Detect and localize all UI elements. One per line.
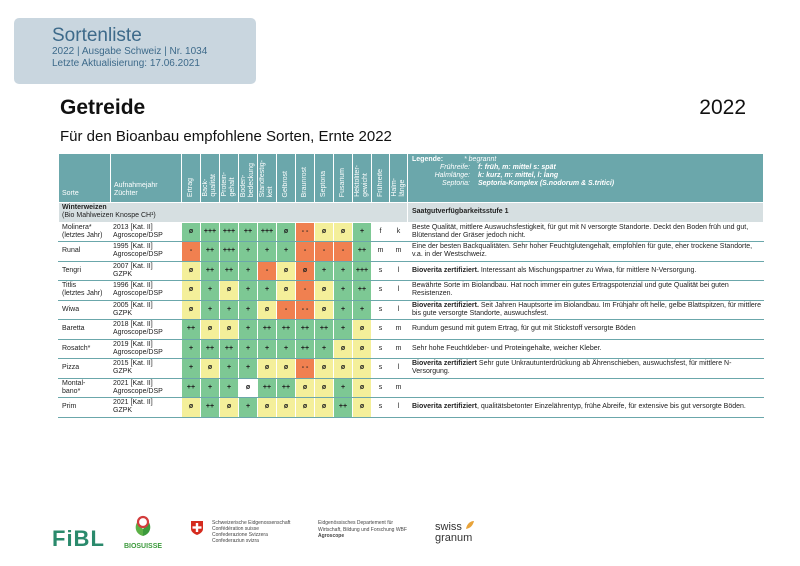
col-header-trait — [277, 154, 296, 203]
wheat-leaf-icon — [465, 520, 475, 530]
variety-name: Titlis (letztes Jahr) — [59, 281, 111, 301]
rating-cell: ø — [353, 359, 372, 379]
halmlaenge-value: m — [390, 339, 408, 359]
variety-description: Bioverita zertifiziert Sehr gute Unkrautunterdrückung ab Ährenschieben, auswuchsfest, für mittlere N-Versorgung. — [408, 359, 764, 379]
rating-cell: + — [239, 300, 258, 320]
rating-cell: +++ — [353, 261, 372, 281]
legend-halmlaenge-key: Halmlänge: — [434, 172, 470, 179]
legend-septoria-key: Septoria: — [441, 180, 470, 187]
variety-description: Sehr hohe Feuchtkleber- und Proteingehalte, weicher Kleber. — [408, 339, 764, 359]
rating-cell: + — [239, 320, 258, 340]
rating-cell: ø — [334, 222, 353, 242]
rating-cell: + — [334, 300, 353, 320]
rating-cell: ø — [220, 320, 239, 340]
rating-cell: ++ — [353, 281, 372, 301]
table-row — [59, 320, 764, 340]
variety-registration: 2019 [Kat. II] Agroscope/DSP — [111, 339, 182, 359]
variety-name: Baretta — [59, 320, 111, 340]
rating-cell: + — [201, 378, 220, 398]
rating-cell: ++ — [258, 320, 277, 340]
confederation-line: Confédération suisse — [212, 526, 259, 532]
rating-cell: ø — [201, 320, 220, 340]
rating-cell: ø — [315, 281, 334, 301]
rating-cell: ++ — [201, 398, 220, 418]
col-header-trait — [201, 154, 220, 203]
variety-registration: 1996 [Kat. II] Agroscope/DSP — [111, 281, 182, 301]
rating-cell: ++ — [201, 339, 220, 359]
rating-cell: ø — [353, 378, 372, 398]
variety-name: Molinera* (letztes Jahr) — [59, 222, 111, 242]
footer-logos — [0, 512, 800, 562]
wbf-line: Wirtschaft, Bildung und Forschung WBF — [318, 526, 407, 533]
legend-septoria-value: Septoria-Komplex (S.nodorum & S.tritici) — [478, 180, 615, 187]
legend-fruehreife-value: f: früh, m: mittel s: spät — [478, 164, 556, 171]
rating-cell: + — [334, 261, 353, 281]
confederation-line: Confederazione Svizzera — [212, 532, 268, 538]
rating-cell: +++ — [258, 222, 277, 242]
rating-cell: ø — [220, 398, 239, 418]
halmlaenge-value: m — [390, 320, 408, 340]
variety-description: Rundum gesund mit gutem Ertrag, für gut mit Stickstoff versorgte Böden — [408, 320, 764, 340]
fruehreife-value: s — [372, 339, 390, 359]
rating-cell: ++ — [334, 398, 353, 418]
col-header-fusarium: Fusarium — [339, 167, 346, 197]
rating-cell: ø — [258, 398, 277, 418]
rating-cell: ø — [296, 378, 315, 398]
rating-cell: - - — [296, 359, 315, 379]
rating-cell: + — [277, 242, 296, 262]
rating-cell: ø — [334, 359, 353, 379]
rating-cell: + — [315, 261, 334, 281]
rating-cell: ++ — [353, 242, 372, 262]
col-header-gelbrost: Gelbrost — [282, 170, 289, 197]
rating-cell: ++ — [258, 378, 277, 398]
rating-cell: ø — [220, 281, 239, 301]
rating-cell: + — [277, 339, 296, 359]
col-header-trait — [334, 154, 353, 203]
table-row — [59, 339, 764, 359]
section-row — [59, 203, 764, 223]
rating-cell: ø — [315, 378, 334, 398]
rating-cell: ø — [277, 398, 296, 418]
fruehreife-value: m — [372, 242, 390, 262]
col-header-trait — [296, 154, 315, 203]
col-header-trait — [353, 154, 372, 203]
fruehreife-value: s — [372, 398, 390, 418]
rating-cell: ø — [315, 222, 334, 242]
section-label — [59, 203, 408, 223]
variety-description: Bioverita zertifiziert. Interessant als Mischungspartner zu Wiwa, für mittlere N-Versorgung. — [408, 261, 764, 281]
confederation-line: Schweizerische Eidgenossenschaft — [212, 520, 291, 526]
col-header-braunrost: Braunrost — [301, 166, 308, 197]
rating-cell: ø — [182, 222, 201, 242]
rating-cell: + — [353, 300, 372, 320]
swissgranum-bottom: granum — [435, 532, 473, 544]
rating-cell: ø — [277, 222, 296, 242]
variety-description: Bioverita zertifiziert, qualitätsbetonter Einzelährentyp, frühe Abreife, für extensive bis gut versorgte Böden. — [408, 398, 764, 418]
header-title: Sortenliste — [52, 25, 142, 46]
rating-cell: + — [334, 281, 353, 301]
biosuisse-logo — [123, 514, 163, 550]
rating-cell: ø — [201, 359, 220, 379]
rating-cell: ++ — [220, 339, 239, 359]
variety-registration: 2021 [Kat. II] Agroscope/DSP — [111, 378, 182, 398]
page-subtitle: Für den Bioanbau empfohlene Sorten, Ernte 2022 — [60, 128, 392, 145]
halmlaenge-value: l — [390, 359, 408, 379]
swiss-confederation-logo — [190, 520, 290, 544]
col-header-halmlaenge: Halm- länge — [390, 178, 406, 197]
col-header-trait — [239, 154, 258, 203]
legend-fruehreife-key: Frühreife: — [440, 164, 470, 171]
rating-cell: - — [315, 242, 334, 262]
halmlaenge-value: l — [390, 281, 408, 301]
table-row — [59, 261, 764, 281]
rating-cell: + — [239, 359, 258, 379]
variety-registration: 2007 [Kat. II] GZPK — [111, 261, 182, 281]
table-row — [59, 222, 764, 242]
col-header-aufnahmejahr: Aufnahmejahr Züchter — [111, 154, 182, 203]
page-year: 2022 — [699, 96, 746, 119]
page-title: Getreide — [60, 96, 146, 119]
table-row — [59, 398, 764, 418]
legend-halmlaenge-value: k: kurz, m: mittel, l: lang — [478, 172, 559, 179]
rating-cell: ++ — [296, 339, 315, 359]
rating-cell: ++ — [201, 242, 220, 262]
rating-cell: + — [239, 398, 258, 418]
variety-name: Tengri — [59, 261, 111, 281]
rating-cell: ø — [315, 398, 334, 418]
rating-cell: ø — [315, 300, 334, 320]
rating-cell: - — [182, 242, 201, 262]
rating-cell: ø — [239, 378, 258, 398]
rating-cell: ++ — [182, 378, 201, 398]
fruehreife-value: s — [372, 261, 390, 281]
halmlaenge-value: k — [390, 222, 408, 242]
rating-cell: + — [220, 378, 239, 398]
rating-cell: ++ — [182, 320, 201, 340]
rating-cell: + — [258, 242, 277, 262]
rating-cell: ø — [277, 359, 296, 379]
col-header-septoria: Septoria — [320, 170, 327, 197]
rating-cell: - — [334, 242, 353, 262]
confederation-text — [212, 520, 290, 544]
fibl-logo: FiBL — [52, 526, 105, 551]
table-row — [59, 359, 764, 379]
section-availability: Saatgutverfügbarkeitsstufe 1 — [408, 203, 764, 223]
rating-cell: ø — [182, 281, 201, 301]
rating-cell: ø — [353, 339, 372, 359]
rating-cell: + — [220, 359, 239, 379]
col-header-hektolitergewicht: Hektoliter- gewicht — [354, 165, 369, 197]
rating-cell: ø — [258, 359, 277, 379]
col-header-trait — [258, 154, 277, 203]
fruehreife-value: f — [372, 222, 390, 242]
rating-cell: ++ — [315, 320, 334, 340]
header-box — [14, 18, 256, 84]
halmlaenge-value: m — [390, 242, 408, 262]
rating-cell: + — [220, 300, 239, 320]
biosuisse-text: BIOSUISSE — [123, 543, 163, 550]
rating-cell: ø — [296, 261, 315, 281]
rating-cell: + — [201, 300, 220, 320]
rating-cell: + — [182, 339, 201, 359]
rating-cell: ø — [353, 398, 372, 418]
variety-description — [408, 378, 764, 398]
legend — [408, 154, 764, 203]
variety-description: Bewährte Sorte im Biolandbau. Hat noch immer ein gutes Ertragspotenzial und gute Qualität bei guten Resistenzen. — [408, 281, 764, 301]
variety-registration: 2013 [Kat. II] Agroscope/DSP — [111, 222, 182, 242]
rating-cell: ø — [182, 300, 201, 320]
rating-cell: ++ — [220, 261, 239, 281]
swissgranum-top: swiss — [435, 521, 462, 533]
rating-cell: ++ — [277, 320, 296, 340]
col-header-trait — [372, 154, 390, 203]
halmlaenge-value: l — [390, 300, 408, 320]
section-name: Winterweizen — [62, 204, 107, 212]
rating-cell: ++ — [296, 320, 315, 340]
rating-cell: + — [315, 339, 334, 359]
col-header-ertrag: Ertrag — [187, 177, 194, 197]
rating-cell: - — [277, 300, 296, 320]
fruehreife-value: s — [372, 320, 390, 340]
rating-cell: ø — [258, 300, 277, 320]
variety-name: Wiwa — [59, 300, 111, 320]
rating-cell: ø — [277, 261, 296, 281]
agroscope-line: Agroscope — [318, 533, 345, 539]
col-header-backqualitaet: Back- qualität — [202, 174, 217, 197]
table-row — [59, 281, 764, 301]
col-header-trait — [315, 154, 334, 203]
variety-description: Beste Qualität, mittlere Auswuchsfestigkeit, für gut mit N versorgte Standorte. Deckt den Boden früh und gut, Blütenstand der Gräser jedoch nicht. — [408, 222, 764, 242]
col-header-trait — [390, 154, 408, 203]
rating-cell: + — [239, 261, 258, 281]
table-row — [59, 242, 764, 262]
rating-cell: ø — [182, 398, 201, 418]
table-header-row — [59, 154, 764, 203]
rating-cell: ø — [334, 339, 353, 359]
rating-cell: + — [239, 339, 258, 359]
variety-name: Runal — [59, 242, 111, 262]
halmlaenge-value: m — [390, 378, 408, 398]
rating-cell: + — [239, 281, 258, 301]
table-row — [59, 378, 764, 398]
variety-description: Bioverita zertifiziert. Seit Jahren Hauptsorte im Biolandbau. Im Frühjahr oft helle, gelbe Blattspitzen, für mittlere bis gute versorgte Standorte, auswuchsfest. — [408, 300, 764, 320]
rating-cell: ø — [277, 281, 296, 301]
rating-cell: ø — [182, 261, 201, 281]
rating-cell: ++ — [277, 378, 296, 398]
variety-name: Rosatch* — [59, 339, 111, 359]
rating-cell: + — [182, 359, 201, 379]
wbf-line: Eidgenössisches Departement für — [318, 520, 394, 526]
rating-cell: + — [239, 242, 258, 262]
rating-cell: +++ — [220, 242, 239, 262]
fruehreife-value: s — [372, 359, 390, 379]
rating-cell: ø — [315, 359, 334, 379]
rating-cell: - — [296, 281, 315, 301]
variety-registration: 2018 [Kat. II] Agroscope/DSP — [111, 320, 182, 340]
rating-cell: + — [334, 378, 353, 398]
legend-title: Legende: — [412, 156, 444, 163]
swissgranum-logo — [435, 520, 475, 544]
variety-description: Eine der besten Backqualitäten. Sehr hoher Feuchtglutengehalt, empfohlen für gute, eher trockene Standorte, v.a. in der Westschweiz. — [408, 242, 764, 262]
col-header-trait — [182, 154, 201, 203]
col-header-proteingehalt: Protein- gehalt — [221, 172, 236, 197]
wbf-agroscope-text — [318, 520, 407, 540]
col-header-sorte: Sorte — [59, 154, 111, 203]
rating-cell: ø — [296, 398, 315, 418]
variety-registration: 2015 [Kat. II] GZPK — [111, 359, 182, 379]
halmlaenge-value: l — [390, 261, 408, 281]
col-header-standfestigkeit: Standfestig- keit — [259, 159, 274, 197]
variety-name: Prim — [59, 398, 111, 418]
rating-cell: +++ — [220, 222, 239, 242]
table-row — [59, 300, 764, 320]
rating-cell: - — [258, 261, 277, 281]
rating-cell: +++ — [201, 222, 220, 242]
rating-cell: ++ — [201, 261, 220, 281]
confederation-line: Confederaziun svizra — [212, 538, 259, 544]
bud-icon — [132, 514, 154, 538]
header-update: Letzte Aktualisierung: 17.06.2021 — [52, 58, 200, 69]
swiss-cross-icon — [190, 520, 204, 536]
rating-cell: - — [296, 242, 315, 262]
variety-name: Montal- bano* — [59, 378, 111, 398]
fruehreife-value: s — [372, 281, 390, 301]
rating-cell: + — [334, 320, 353, 340]
fruehreife-value: s — [372, 378, 390, 398]
variety-name: Pizza — [59, 359, 111, 379]
col-header-trait — [220, 154, 239, 203]
rating-cell: + — [353, 222, 372, 242]
rating-cell: ++ — [239, 222, 258, 242]
halmlaenge-value: l — [390, 398, 408, 418]
legend-begrannt: * begrannt — [464, 156, 497, 163]
header-edition: 2022 | Ausgabe Schweiz | Nr. 1034 — [52, 46, 208, 57]
rating-cell: + — [258, 281, 277, 301]
rating-cell: - - — [296, 222, 315, 242]
variety-registration: 2021 [Kat. II] GZPK — [111, 398, 182, 418]
variety-table — [58, 153, 764, 418]
variety-registration: 2005 [Kat. II] GZPK — [111, 300, 182, 320]
section-sub: (Bio Mahlweizen Knospe CH¹) — [62, 212, 156, 220]
rating-cell: + — [201, 281, 220, 301]
col-header-bodenbedeckung: Boden- bedeckung — [240, 162, 255, 197]
rating-cell: - - — [296, 300, 315, 320]
rating-cell: ø — [353, 320, 372, 340]
col-header-fruehreife: Frühreife — [376, 168, 384, 197]
rating-cell: + — [258, 339, 277, 359]
fruehreife-value: s — [372, 300, 390, 320]
variety-registration: 1995 [Kat. II] Agroscope/DSP — [111, 242, 182, 262]
